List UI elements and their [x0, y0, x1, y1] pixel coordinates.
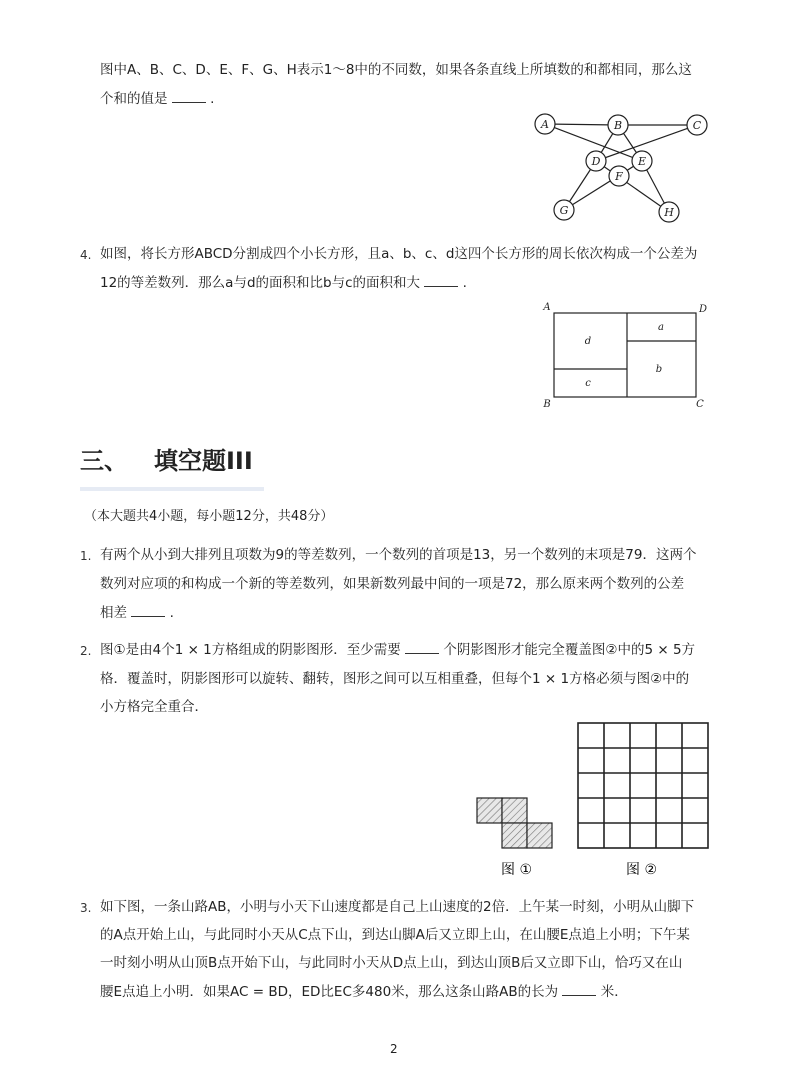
shaded-shape — [477, 798, 552, 848]
s2-line-1-text: 图①是由4个1 × 1方格组成的阴影图形．至少需要 — [100, 642, 401, 658]
five-by-five-grid — [578, 723, 708, 848]
corner-b: B — [543, 399, 551, 410]
corner-a: A — [543, 302, 551, 313]
s2-line-1-end: 个阴影图形才能完全覆盖图②中的5 × 5方 — [443, 642, 696, 658]
answer-blank[interactable] — [172, 89, 206, 103]
s2-line-3: 小方格完全重合． — [100, 699, 208, 715]
s1-line-3 — [100, 603, 174, 623]
question-4-number: 4. — [80, 248, 92, 262]
page-number: 2 — [390, 1042, 398, 1056]
s2-line-1 — [100, 640, 695, 660]
question-4-line-1: 如图，将长方形ABCD分割成四个小长方形，且a、b、c、d这四个长方形的周长依次构成一个公差为 — [100, 246, 698, 262]
grid-figures — [470, 718, 720, 883]
question-4-line-2 — [100, 273, 467, 293]
s3-line-1: 如下图，一条山路AB，小明与小天下山速度都是自己上山速度的2倍．上午某一时刻，小明从山脚下 — [100, 899, 695, 915]
s3-line-4-end: 米． — [600, 984, 628, 1000]
s1-number: 1. — [80, 549, 92, 563]
s1-line-1: 有两个从小到大排列且项数为9的等差数列，一个数列的首项是13，另一个数列的末项是79．这两个 — [100, 547, 697, 563]
node-label-c: C — [692, 119, 702, 132]
section-prefix: 三、 — [80, 447, 128, 475]
rectangle-diagram — [538, 300, 714, 412]
star-diagram — [530, 112, 720, 228]
s1-line-3-text: 相差 — [100, 605, 127, 621]
intro-line-1: 图中A、B、C、D、E、F、G、H表示1～8中的不同数，如果各条直线上所填数的和都相同，那么这 — [100, 62, 692, 78]
s3-line-4 — [100, 982, 628, 1002]
s2-line-2: 格．覆盖时，阴影图形可以旋转、翻转，图形之间可以互相重叠，但每个1 × 1方格必须与图②中的 — [100, 671, 690, 687]
section-title-text: 填空题III — [154, 447, 253, 475]
answer-blank[interactable] — [424, 273, 458, 287]
node-label-a: A — [541, 118, 549, 131]
intro-line-2-text: 个和的值是 — [100, 91, 168, 107]
answer-blank[interactable] — [131, 603, 165, 617]
s3-line-3: 一时刻小明从山顶B点开始下山，与此同时小天从D点上山，到达山顶B后又立即下山，恰巧又在山 — [100, 955, 683, 971]
node-label-b: B — [613, 119, 623, 132]
s3-number: 3. — [80, 901, 92, 915]
node-label-f: F — [615, 170, 623, 183]
region-a: a — [658, 322, 664, 333]
s3-line-4-text: 腰E点追上小明．如果AC = BD，ED比EC多480米，那么这条山路AB的长为 — [100, 984, 559, 1000]
section-note: （本大题共4小题，每小题12分，共48分） — [84, 509, 334, 524]
s3-line-2: 的A点开始上山，与此同时小天从C点下山，到达山脚A后又立即上山，在山腰E点追上小明；下午某 — [100, 927, 690, 943]
s1-line-3-end: . — [169, 605, 174, 621]
intro-line-2 — [100, 89, 214, 109]
figure-2-caption: 图 ② — [626, 862, 658, 878]
node-label-d: D — [591, 155, 601, 168]
s2-number: 2. — [80, 644, 92, 658]
s1-line-2: 数列对应项的和构成一个新的等差数列，如果新数列最中间的一项是72，那么原来两个数列的公差 — [100, 576, 685, 592]
corner-d: D — [698, 304, 708, 315]
section-title — [80, 445, 253, 477]
answer-blank[interactable] — [562, 982, 596, 996]
figure-1-caption: 图 ① — [501, 862, 533, 878]
region-b: b — [655, 364, 663, 375]
node-label-h: H — [664, 206, 674, 219]
section-underline — [80, 487, 264, 491]
question-4-line-2-text: 12的等差数列．那么a与d的面积和比b与c的面积和大 — [100, 275, 421, 291]
region-d: d — [584, 336, 592, 347]
node-label-g: G — [559, 204, 569, 217]
answer-blank[interactable] — [405, 640, 439, 654]
region-c: c — [585, 378, 591, 389]
corner-c: C — [696, 399, 704, 410]
node-label-e: E — [637, 155, 647, 168]
intro-line-2-end: . — [210, 91, 215, 107]
question-4-line-2-end: . — [462, 275, 467, 291]
